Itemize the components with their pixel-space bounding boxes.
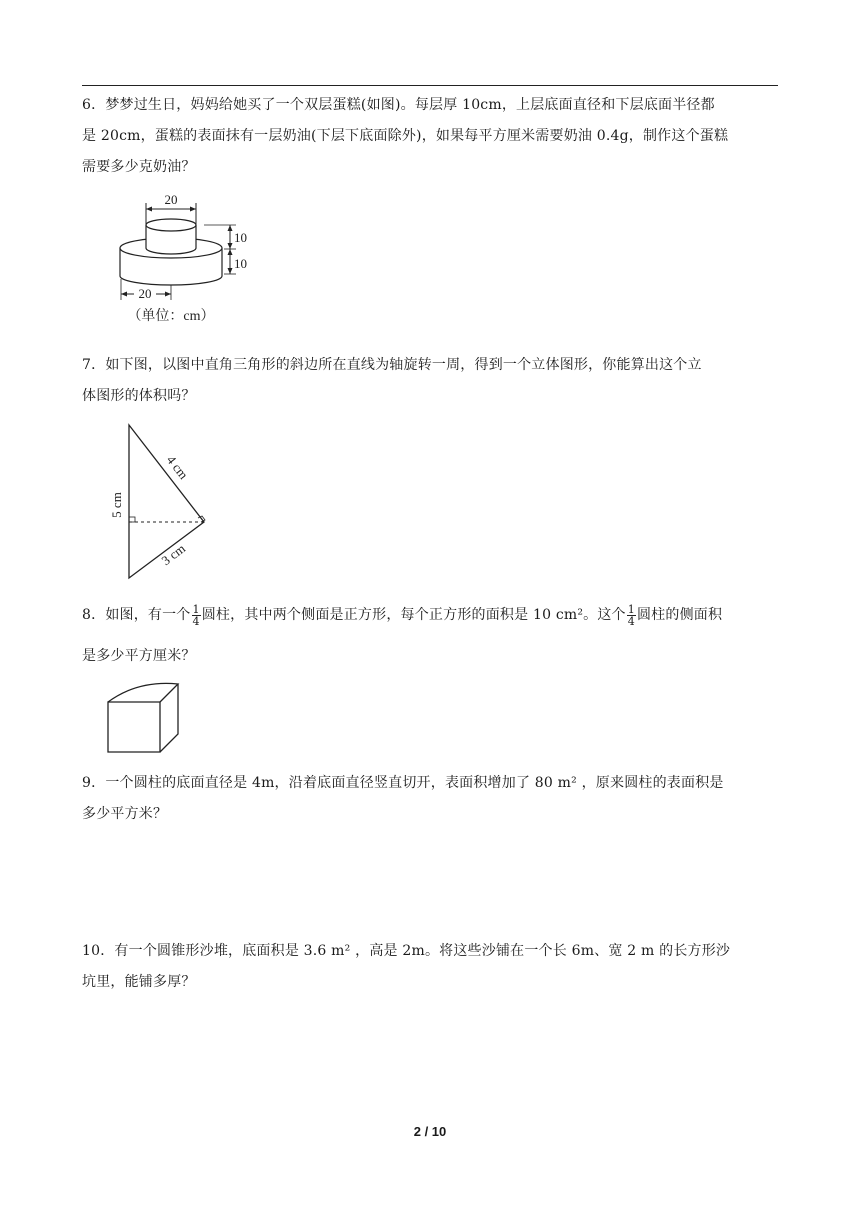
arrow-right-icon — [190, 207, 196, 212]
question-8-text-b: 圆柱，其中两个侧面是正方形，每个正方形的面积是 10 cm²。这个 — [201, 607, 626, 623]
top-layer-top — [146, 219, 196, 231]
question-7-line-2: 体图形的体积吗？ — [82, 388, 196, 404]
question-6-text-1: 梦梦过生日，妈妈给她买了一个双层蛋糕(如图)。每层厚 10cm，上层底面直径和下层底面半径都 — [105, 97, 715, 113]
question-10 — [82, 936, 782, 998]
question-6-line-3: 需要多少克奶油？ — [82, 159, 196, 175]
unit-caption: （单位：cm） — [127, 309, 215, 324]
question-10-text-1: 有一个圆锥形沙堆，底面积是 3.6 m² ，高是 2m。将这些沙铺在一个长 6m、宽 2 m 的长方形沙 — [114, 943, 731, 959]
question-6-number: 6． — [82, 97, 106, 113]
fraction-numerator: 1 — [627, 602, 635, 616]
question-6 — [82, 90, 782, 183]
fraction-one-quarter — [192, 604, 201, 627]
arrow-left-icon — [146, 207, 152, 212]
question-10-line-2: 坑里，能铺多厚？ — [82, 974, 196, 990]
side-face-edge — [160, 684, 178, 752]
question-6-line-2: 是 20cm，蛋糕的表面抹有一层奶油(下层下底面除外)，如果每平方厘米需要奶油 0.4g，制作这个蛋糕 — [82, 128, 729, 144]
fraction-one-quarter — [627, 604, 636, 627]
side-a-label: 4 cm — [163, 452, 192, 482]
fraction-denominator: 4 — [192, 614, 200, 628]
quarter-cylinder-figure — [104, 678, 184, 756]
fraction-numerator: 1 — [192, 602, 200, 616]
radius-label: 20 — [138, 286, 152, 301]
question-7-text-1: 如下图，以图中直角三角形的斜边所在直线为轴旋转一周，得到一个立体图形，你能算出这个立 — [105, 357, 702, 373]
question-9 — [82, 768, 782, 830]
question-8-number: 8． — [82, 607, 106, 623]
question-8-text-a: 如图，有一个 — [105, 607, 191, 623]
triangle-figure — [108, 420, 218, 585]
top-width-label: 20 — [164, 192, 178, 207]
front-square-face — [108, 702, 160, 752]
question-6-line-1 — [82, 90, 782, 121]
question-8-line-2: 是多少平方厘米？ — [82, 648, 196, 664]
question-10-line-1 — [82, 936, 782, 967]
lower-height-label: 10 — [234, 256, 247, 271]
side-b-label: 3 cm — [158, 540, 189, 569]
question-10-number: 10． — [82, 943, 115, 959]
question-8-text-c: 圆柱的侧面积 — [636, 607, 723, 623]
question-9-text-1: 一个圆柱的底面直径是 4m，沿着底面直径竖直切开，表面积增加了 80 m² ，原来圆柱的表面积是 — [105, 775, 724, 791]
question-7 — [82, 350, 782, 412]
question-9-number: 9． — [82, 775, 106, 791]
upper-height-label: 10 — [234, 230, 247, 245]
cake-figure — [112, 190, 262, 330]
fraction-denominator: 4 — [627, 614, 635, 628]
page-number: 2 / 10 — [413, 1124, 447, 1139]
question-7-line-1 — [82, 350, 782, 381]
question-8-line-1 — [82, 600, 782, 631]
question-9-line-2: 多少平方米？ — [82, 806, 168, 822]
question-9-line-1 — [82, 768, 782, 799]
curved-top-edge — [108, 683, 178, 702]
question-7-number: 7． — [82, 357, 106, 373]
hypotenuse-label: 5 cm — [109, 492, 124, 518]
header-rule — [82, 85, 778, 86]
question-8 — [82, 600, 782, 672]
